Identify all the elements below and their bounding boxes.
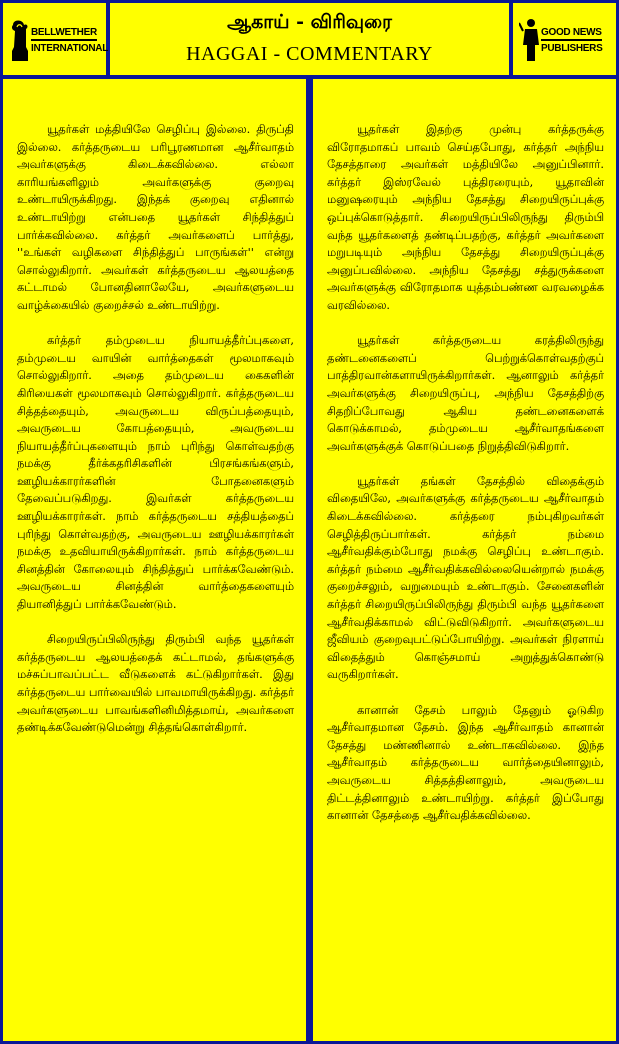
- paragraph: யூதர்கள் தங்கள் தேசத்தில் விதைக்கும் விதையிலே, அவர்களுக்கு கர்த்தருடைய ஆசீர்வாதம் கிடைக்கவில்லை. கர்த்தரை நம்புகிறவர்கள் செழித்திருப்பார்கள். கர்த்தர் நம்மை ஆசீர்வதிக்கும்போது நமக்கு செழிப்பு உண்டாகும். கர்த்தர் நம்மை ஆசீர்வதிக்கவில்லையென்றால் நமக்கு குறைச்சலும், வறுமையும் உண்டாகும். சேனைகளின் கர்த்தர் சிறையிருப்பிலிருந்து திரும்பி வந்த யூதர்களை ஆசீர்வதிக்காமல் விட்டுவிடுகிறார். அவர்களுடைய ஜீவியம் குறைவுபட்டுப்போயிற்று. அவர்கள் நிரளாய் விதைத்தும் கொஞ்சமாய் அறுத்துக்கொண்டு வருகிறார்கள்.: [327, 473, 604, 682]
- paragraph: யூதர்கள் மத்தியிலே செழிப்பு இல்லை. திருப்தி இல்லை. கர்த்தருடைய பரிபூரணமான ஆசீர்வாதம் அவர்களுக்கு கிடைக்கவில்லை. எல்லா காரியங்களிலும் அவர்களுக்கு குறைவு உண்டாயிருக்கிறது. இந்தக் குறைவு எதினால் உண்டாயிற்று என்பதை யூதர்கள் சிந்தித்துப் பார்க்கவில்லை. கர்த்தர் அவர்களைப் பார்த்து, ''உங்கள் வழிகளை சிந்தித்துப் பாருங்கள்'' என்று சொல்லுகிறார். அவர்கள் கர்த்தருடைய ஆலயத்தை கட்டாமல் போனதினாலேயே, அவர்களுடைய வாழ்க்கையில் குறைச்சல் உண்டாயிற்று.: [17, 122, 294, 312]
- logo-line-1: BELLWETHER: [31, 27, 97, 41]
- paragraph: யூதர்கள் இதற்கு முன்பு கர்த்தருக்கு விரோதமாகப் பாவம் செய்தபோது, கர்த்தர் அந்நிய தேசத்தாரை அவர்கள் மத்தியிலே அனுப்பினார். கர்த்தர் இஸ்ரவேல் புத்திரரையும், யூதாவின் மனுஷரையும் அந்நிய தேசத்து சிறையிருப்புக்கு ஒப்புக்கொடுத்தார். சிறையிருப்பிலிருந்து திரும்பி வந்த யூதர்களைத் தண்டிப்பதற்கு, கர்த்தர் அவர்களை மறுபடியும் அந்நிய தேசத்து சிறையிருப்புக்கு அனுப்பவில்லை. அந்நிய தேசத்து சத்துருக்களை அவர்களுக்கு விரோதமாக யுத்தம்பண்ண வரவழைக்க வரவில்லை.: [327, 122, 604, 312]
- paragraph: கானான் தேசம் பாலும் தேனும் ஓடுகிற ஆசீர்வாதமான தேசம். இந்த ஆசீர்வாதம் கானான் தேசத்து மண்ணினால் உண்டாகவில்லை. இந்த ஆசீர்வாதம் கர்த்தருடைய வார்த்தையினாலும், அவருடைய சித்தத்தினாலும், அவருடைய திட்டத்தினாலும் உண்டாயிற்று. கர்த்தர் இப்போது கானான் தேசத்தை ஆசீர்வதிக்கவில்லை.: [327, 702, 604, 823]
- publisher-logo-right: [513, 3, 616, 75]
- good-news-figure-icon: [519, 17, 541, 63]
- title-tamil: ஆகாய் - விரிவுரை: [227, 11, 392, 33]
- publisher-logo-left: [3, 3, 109, 75]
- paragraph: கர்த்தர் தம்முடைய நியாயத்தீர்ப்புகளை, தம்முடைய வாயின் வார்த்தைகள் மூலமாகவும் சொல்லுகிறார். அதை தம்முடைய கைகளின் கிரியைகள் மூலமாகவும் சொல்லுகிறார். கர்த்தருடைய சித்தத்தையும், அவருடைய விருப்பத்தையும், அவருடைய கோபத்தையும், அவருடைய நியாயத்தீர்ப்புகளையும் நாம் புரிந்து கொள்வதற்கு நமக்கு தீர்க்கதரிசிகளின் பிரசங்கங்களும், ஊழியக்காரர்களின் போதனைகளும் தேவைப்படுகிறது. இவர்கள் கர்த்தருடைய ஊழியக்காரர்கள். நாம் கர்த்தருடைய சத்தியத்தைப் புரிந்து கொள்வதற்கு, அவருடைய ஊழியக்காரர்கள் நமக்கு உதவியாயிருக்கிறார்கள். நாம் கர்த்தருடைய சினத்தின் கோலையும் சிந்தித்துப் பார்க்கவேண்டும். அவருடைய சினத்தின் வார்த்தைகளையும் தியானித்துப் பார்க்கவேண்டும்.: [17, 333, 294, 612]
- logo-line-2: PUBLISHERS: [541, 43, 603, 54]
- logo-line-2: INTERNATIONAL: [31, 43, 109, 54]
- paragraph: சிறையிருப்பிலிருந்து திரும்பி வந்த யூதர்கள் கர்த்தருடைய ஆலயத்தைக் கட்டாமல், தங்களுக்கு மச்சுப்பாவப்பட்ட வீடுகளைக் கட்டுகிறார்கள். இது கர்த்தருடைய பார்வையில் பாவமாயிருக்கிறது. கர்த்தர் அவர்களுடைய பாவங்களினிமித்தமாய், அவர்களை தண்டிக்கவேண்டுமென்று சித்தங்கொள்கிறார்.: [17, 632, 294, 735]
- logo-line-1: GOOD NEWS: [541, 27, 602, 41]
- title-english: HAGGAI - COMMENTARY: [186, 43, 433, 65]
- page-title-box: [110, 3, 509, 75]
- good-news-logo: [519, 17, 611, 63]
- left-column: [3, 79, 306, 1041]
- bellwether-ram-icon: [9, 17, 31, 63]
- bellwether-logo: [9, 17, 109, 63]
- paragraph: யூதர்கள் கர்த்தருடைய கரத்திலிருந்து தண்டனைகளைப் பெற்றுக்கொள்வதற்குப் பாத்திரவான்களாயிருக்கிறார்கள். ஆனாலும் கர்த்தர் அவர்களுக்கு சிறையிருப்பு, அந்நிய தேசத்திற்கு சிதறிப்போவது ஆகிய தண்டனைகளைக் கொடுக்காமல், தம்முடைய ஆசீர்வாதங்களை அவர்களுக்குக் கொடுப்பதை நிறுத்திவிடுகிறார்.: [327, 333, 604, 453]
- right-column: [313, 79, 616, 1041]
